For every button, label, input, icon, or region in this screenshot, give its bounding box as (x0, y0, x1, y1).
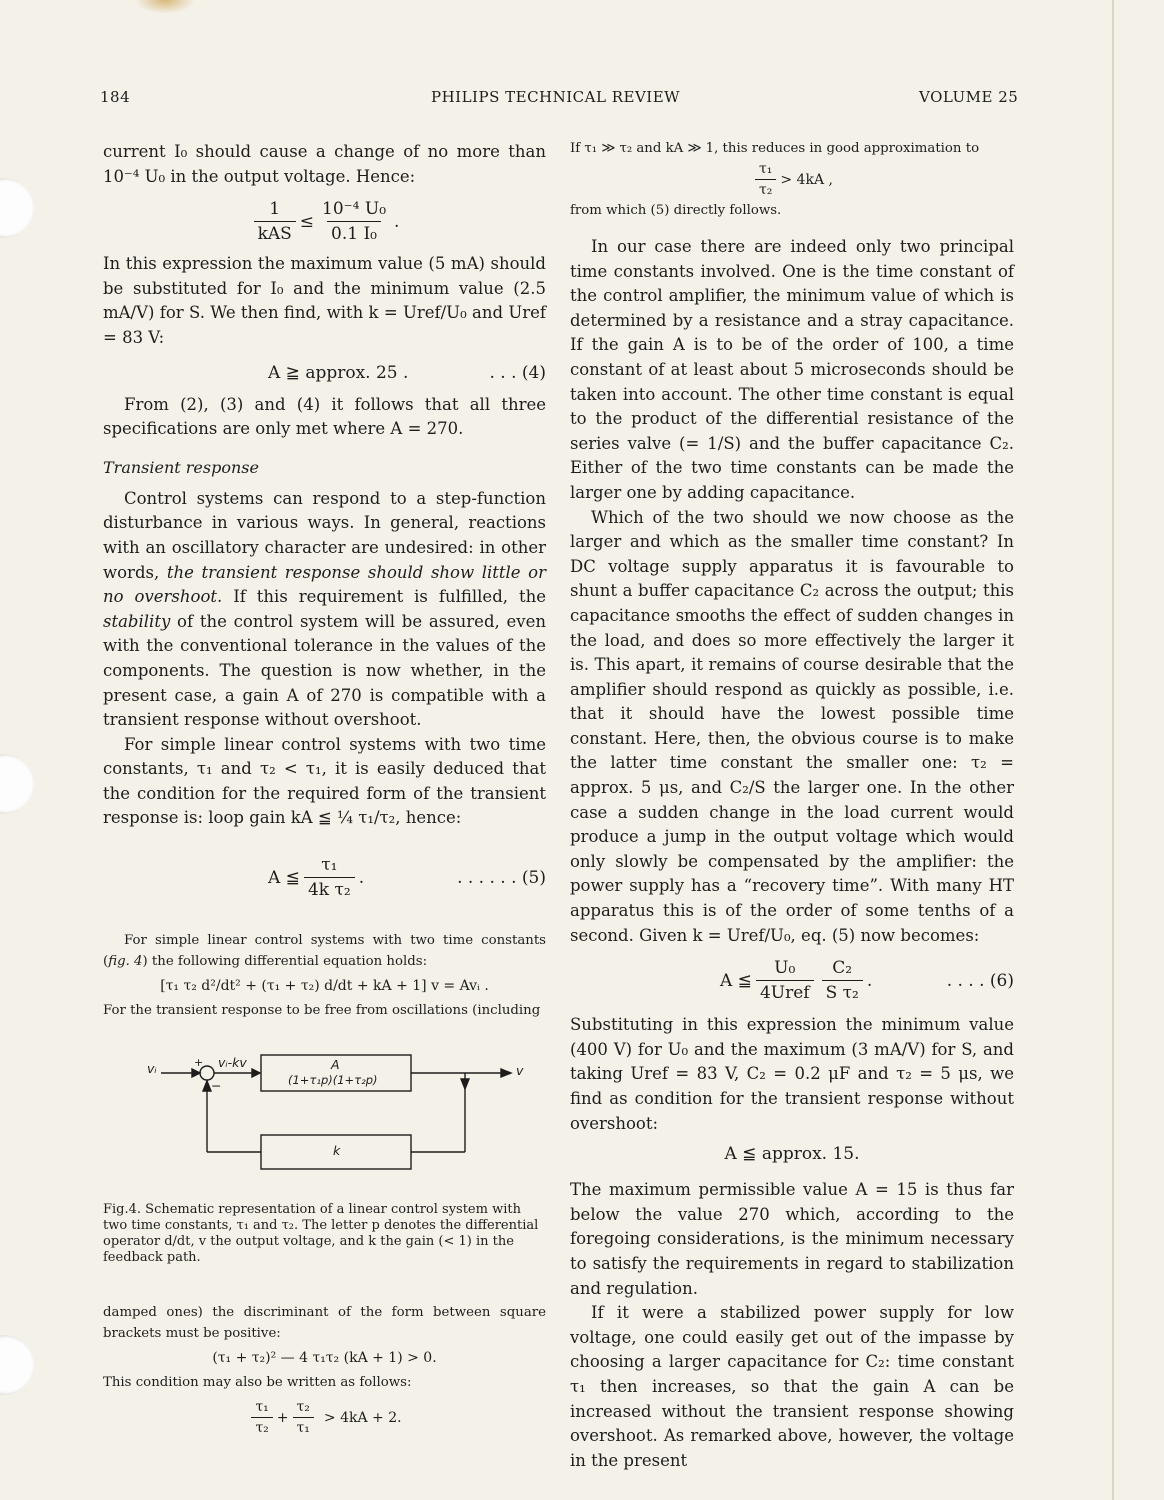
fraction: $\frac{\text{U₀}}{\text{4Uref}}$ (756, 958, 814, 1003)
equation-4: A ≧ approx. 25 . . . . (4) (268, 362, 546, 383)
figure-caption: Fig.4. Schematic representation of a linear control system with two time constants, τ₁ and τ₂. The letter p denotes the differential operator d/dt, v the output voltage, and k the gain (< 1) in the feedback path. (103, 1202, 539, 1266)
fraction: $\frac{\text{τ₁}}{\text{4k τ₂}}$ (304, 855, 355, 900)
approximate-condition: $\frac{\text{τ₁}}{\text{τ₂}}$ > 4kA , (570, 161, 1014, 198)
fraction: $\frac{\text{C₂}}{\text{S τ₂}}$ (822, 958, 863, 1003)
paragraph: For simple linear control systems with two time constants, τ₁ and τ₂ < τ₁, it is easily deduced that the condition for the required form of the transient response is: loop gain kA ≦ ¼ τ₁/τ₂, hence: (103, 734, 546, 828)
paragraph: The maximum permissible value A = 15 is thus far below the value 270 which, according to the foregoing considerations, is the minimum necessary to satisfy the requirements in regard to stabilization and regulation. (570, 1180, 1014, 1298)
fraction: $\frac{\text{τ₂}}{\text{τ₁}}$ (293, 1399, 314, 1436)
condition-equation: $\frac{\text{τ₁}}{\text{τ₂}}$ + $\frac{\text{τ₂}}{\text{τ₁}}$ > 4kA + 2. (103, 1399, 546, 1436)
section-heading: Transient response (103, 457, 259, 477)
fraction: $\frac{\text{τ₁}}{\text{τ₂}}$ (755, 161, 776, 198)
equation-5: A ≦ $\frac{\text{τ₁}}{\text{4k τ₂}}$ . . . . . . . (5) (268, 855, 546, 901)
equation-final: A ≦ approx. 15. (724, 1144, 860, 1165)
fraction: $\frac{1}{\text{kAS}}$ (254, 199, 296, 244)
fraction: $\frac{\text{τ₁}}{\text{τ₂}}$ (251, 1399, 272, 1436)
paragraph: Substituting in this expression the minimum value (400 V) for U₀ and the maximum (3 mA/V) for S, and taking Uref = 83 V, C₂ = 0.2 μF and τ₂ = 5 μs, we find as condition for the transient response without overshoot: (570, 1015, 1014, 1133)
small-paragraph: For the transient response to be free from oscillations (including (103, 1003, 541, 1019)
output-label: v (516, 1063, 524, 1079)
small-paragraph: This condition may also be written as follows: (103, 1375, 412, 1391)
paragraph: From (2), (3) and (4) it follows that all three specifications are only met where A = 270. (103, 394, 546, 439)
gain-block-label: A (331, 1057, 340, 1073)
figure-4-block-diagram (103, 1031, 546, 1196)
feedback-block-label: k (333, 1143, 341, 1159)
paragraph: current I₀ should cause a change of no more than 10⁻⁴ U₀ in the output voltage. Hence: (103, 142, 546, 186)
binder-hole-bottom (0, 1335, 34, 1395)
paragraph: If it were a stabilized power supply for low voltage, one could easily get out of the impasse by choosing a larger capacitance for C₂: time constant τ₁ then increases, so that the gain A can be increased without the transient response showing overshoot. As remarked above, however, the voltage in the present (570, 1303, 1014, 1470)
small-paragraph: from which (5) directly follows. (570, 203, 782, 218)
volume-label: VOLUME 25 (919, 88, 1019, 106)
equation-3: $\frac{1}{\text{kAS}}$ ≤ $\frac{\text{10⁻⁴ U₀}}{\text{0.1 I₀}}$ . (103, 199, 546, 244)
small-paragraph: If τ₁ ≫ τ₂ and kA ≫ 1, this reduces in good approximation to (570, 141, 980, 156)
block-diagram-svg (103, 1031, 546, 1196)
error-signal-label: vᵢ-kv (218, 1055, 247, 1071)
right-column (570, 138, 1014, 1473)
paragraph: In this expression the maximum value (5 mA) should be substituted for I₀ and the minimum value (2.5 mA/V) for S. We then find, with k = Uref/U₀ and Uref = 83 V: (103, 254, 546, 347)
small-paragraph: damped ones) the discriminant of the form between square brackets must be positive: (103, 1305, 546, 1342)
left-column (103, 140, 546, 1442)
small-paragraph: For simple linear control systems with two time constants (fig. 4) the following differential equation holds: (103, 933, 546, 970)
binder-hole-top (0, 178, 34, 238)
plus-sign: + (194, 1056, 204, 1070)
input-label: vᵢ (147, 1061, 157, 1077)
differential-equation: [τ₁ τ₂ d²/dt² + (τ₁ + τ₂) d/dt + kA + 1] v = Avᵢ . (160, 978, 489, 995)
fraction: $\frac{\text{10⁻⁴ U₀}}{\text{0.1 I₀}}$ (322, 199, 387, 245)
binder-hole-middle (0, 754, 34, 814)
discriminant-condition: (τ₁ + τ₂)² — 4 τ₁τ₂ (kA + 1) > 0. (212, 1350, 437, 1367)
gain-block-denominator: (1+τ₁p)(1+τ₂p) (288, 1073, 378, 1088)
page-number: 184 (100, 88, 131, 106)
paper-stain (135, 0, 195, 14)
equation-6: A ≦ $\frac{\text{U₀}}{\text{4Uref}}$ $\frac{\text{C₂}}{\text{S τ₂}}$ . . . . . (6) (720, 958, 1014, 1004)
page-edge (1112, 0, 1114, 1500)
journal-title: PHILIPS TECHNICAL REVIEW (431, 88, 681, 106)
minus-sign: − (211, 1078, 222, 1094)
paragraph: Control systems can respond to a step-function disturbance in various ways. In general, reactions with an oscillatory character are undesired: in other words, the transient response should show little or no overshoot. If this requirement is fulfilled, the stability of the control system will be assured, even with the conventional tolerance in the values of the components. The question is now whether, in the present case, a gain A of 270 is compatible with a transient response without overshoot. (103, 488, 546, 730)
paragraph: Which of the two should we now choose as the larger and which as the smaller time constant? In DC voltage supply apparatus it is favourable to shunt a buffer capacitance C₂ across the output; this capacitance smooths the effect of sudden changes in the load, and does so more effectively the larger it is. This apart, it remains of course desirable that the amplifier should respond as quickly as possible, i.e. that it should have the lowest possible time constant. Here, then, the obvious course is to make the latter time constant the smaller one: τ₂ = approx. 5 μs, and C₂/S the larger one. In the other case a sudden change in the load current would produce a jump in the output voltage which would only slowly be compensated by the amplifier: the power supply has a “recovery time”. With many HT apparatus this is of the order of some tenths of a second. Given k = Uref/U₀, eq. (5) now becomes: (570, 507, 1014, 945)
paragraph: In our case there are indeed only two principal time constants involved. One is the time constant of the control amplifier, the minimum value of which is determined by a resistance and a stray capacitance. If the gain A is to be of the order of 100, a time constant of at least about 5 microseconds should be taken into account. The other time constant is equal to the product of the differential resistance of the series valve (= 1/S) and the buffer capacitance C₂. Either of the two time constants can be made the larger one by adding capacitance. (570, 237, 1014, 502)
